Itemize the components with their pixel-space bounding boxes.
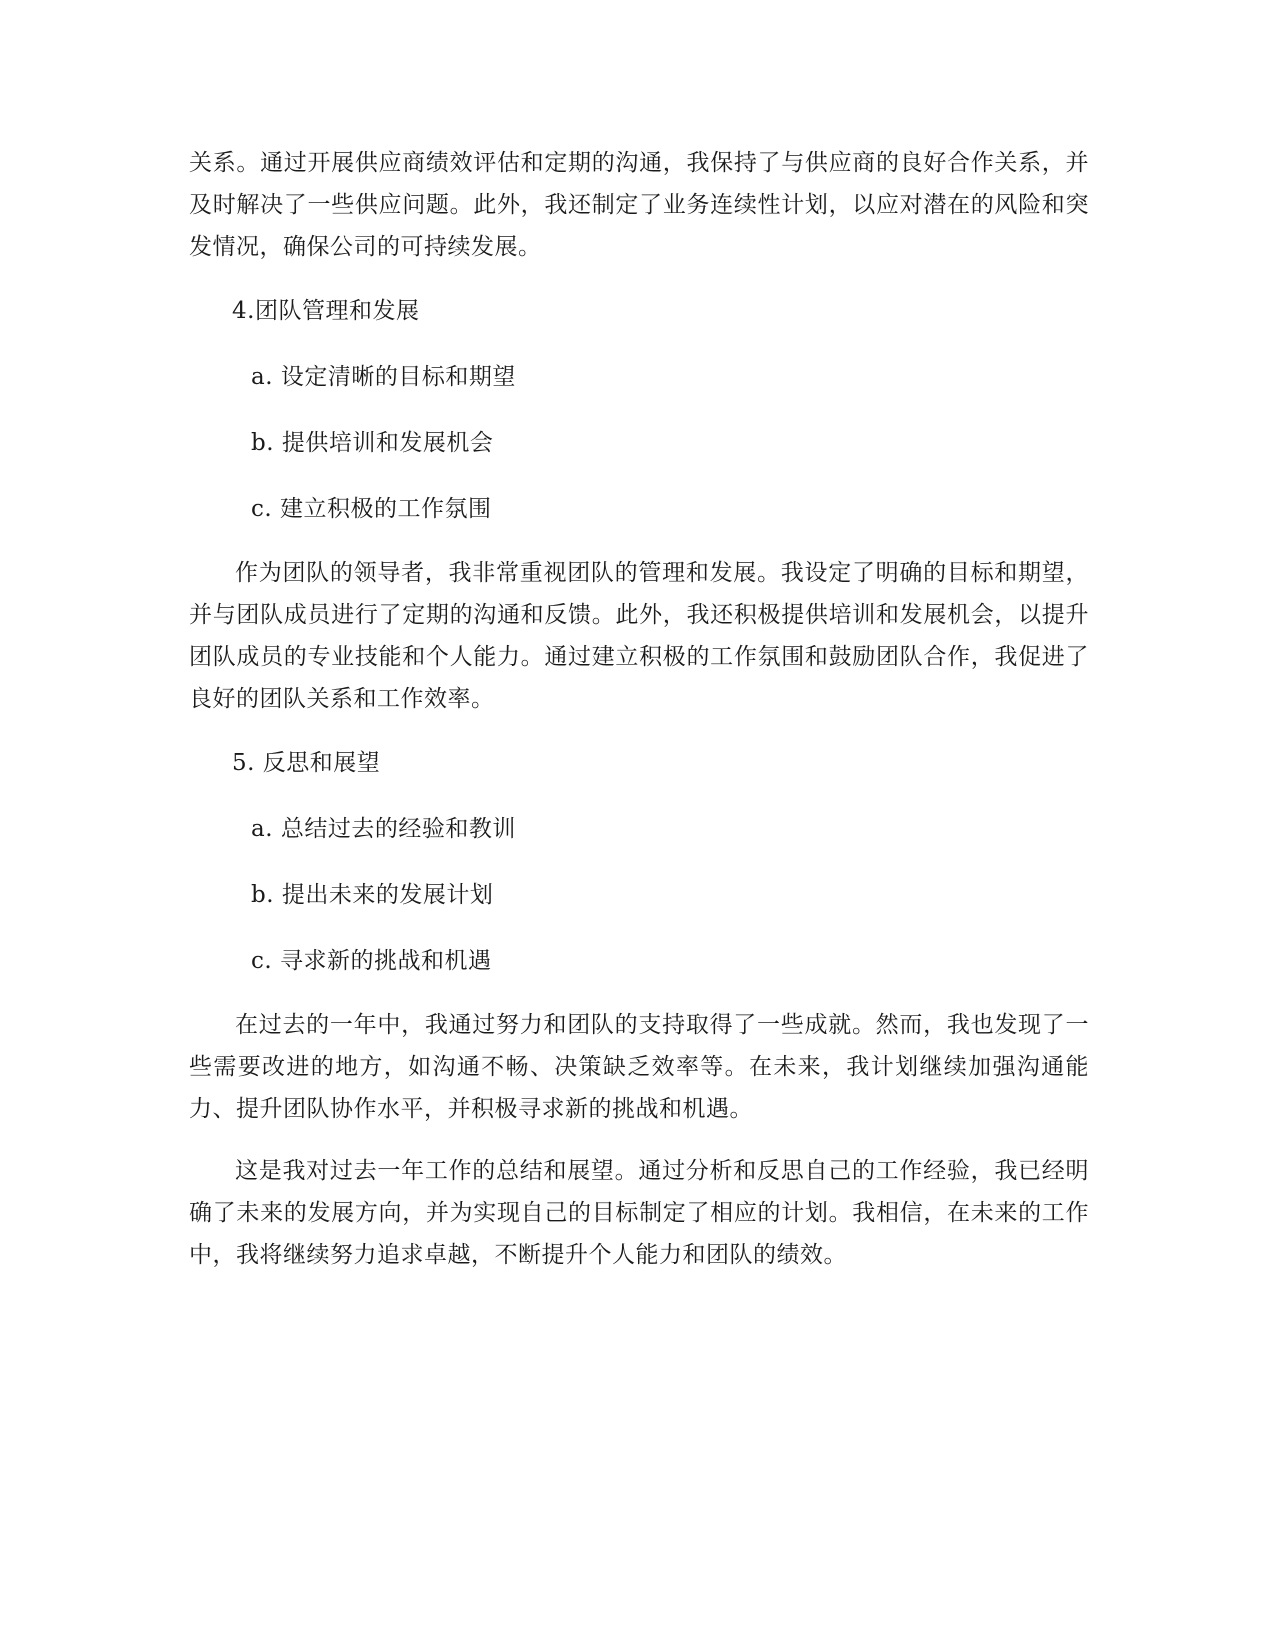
section-5-item-a: a. 总结过去的经验和教训 [251, 816, 516, 842]
section-4-item-c: c. 建立积极的工作氛围 [251, 496, 492, 522]
section-5-item-b: b. 提出未来的发展计划 [251, 882, 494, 908]
section-5-paragraph: 在过去的一年中，我通过努力和团队的支持取得了一些成就。然而，我也发现了一些需要改进的地方，如沟通不畅、决策缺乏效率等。在未来，我计划继续加强沟通能力、提升团队协作水平，并积极寻求新的挑战和机遇。 [189, 1012, 1089, 1122]
section-4-heading: 4.团队管理和发展 [232, 298, 420, 324]
section-4-item-b: b. 提供培训和发展机会 [251, 430, 494, 456]
intro-paragraph: 关系。通过开展供应商绩效评估和定期的沟通，我保持了与供应商的良好合作关系，并及时解决了一些供应问题。此外，我还制定了业务连续性计划，以应对潜在的风险和突发情况，确保公司的可持续发展。 [189, 150, 1089, 260]
section-4-item-a: a. 设定清晰的目标和期望 [251, 364, 516, 390]
document-body [189, 142, 1089, 1296]
section-5-heading: 5. 反思和展望 [232, 750, 381, 776]
closing-paragraph: 这是我对过去一年工作的总结和展望。通过分析和反思自己的工作经验，我已经明确了未来的发展方向，并为实现自己的目标制定了相应的计划。我相信，在未来的工作中，我将继续努力追求卓越，不断提升个人能力和团队的绩效。 [189, 1158, 1089, 1268]
section-4-paragraph: 作为团队的领导者，我非常重视团队的管理和发展。我设定了明确的目标和期望，并与团队成员进行了定期的沟通和反馈。此外，我还积极提供培训和发展机会，以提升团队成员的专业技能和个人能力。通过建立积极的工作氛围和鼓励团队合作，我促进了良好的团队关系和工作效率。 [189, 560, 1089, 712]
section-5-item-c: c. 寻求新的挑战和机遇 [251, 948, 492, 974]
